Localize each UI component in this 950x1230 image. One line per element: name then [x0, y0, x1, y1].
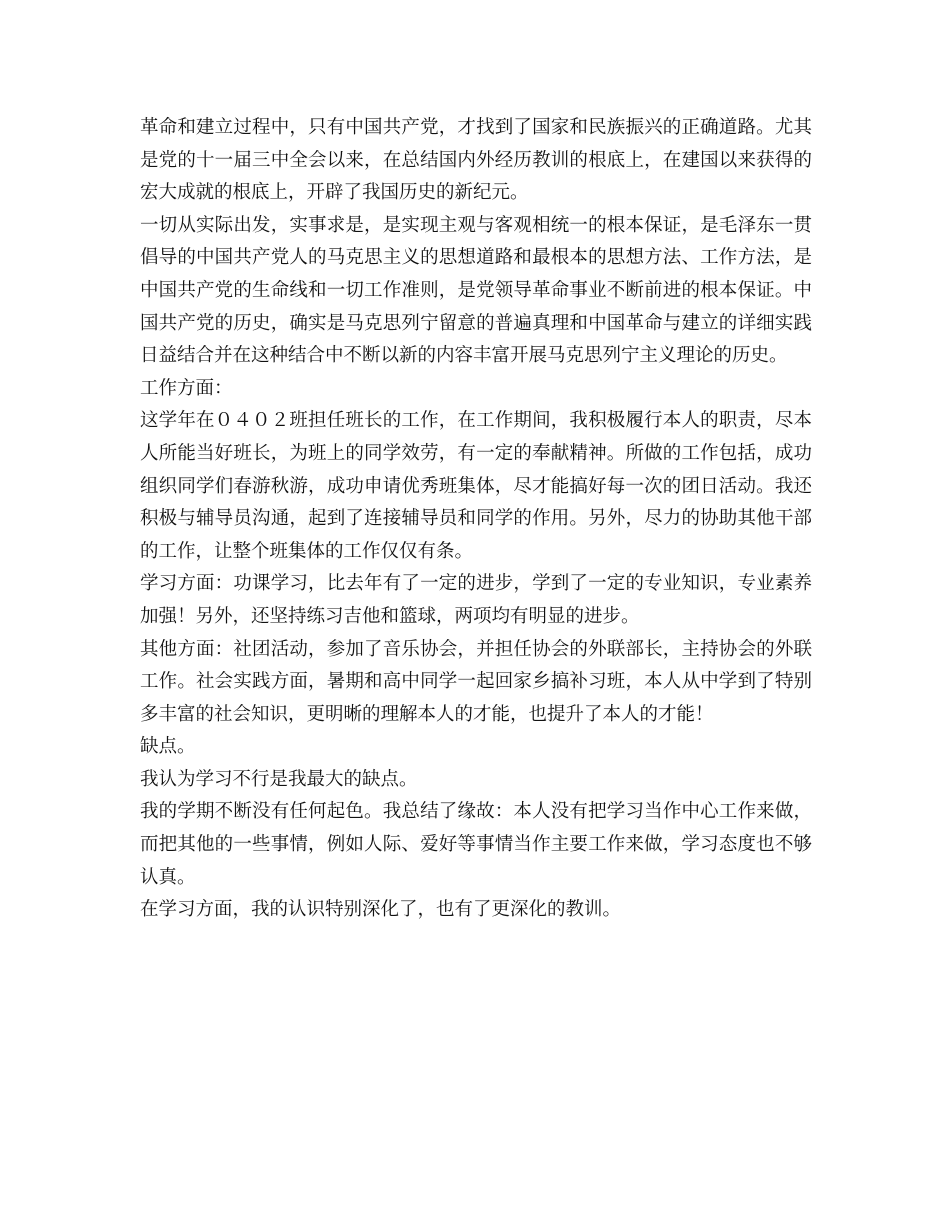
heading-shortcomings: 缺点。: [140, 736, 196, 758]
document-page: [140, 112, 812, 927]
paragraph-other: 其他方面：社团活动，参加了音乐协会，并担任协会的外联部长，主持协会的外联工作。社会实践方面，暑期和高中同学一起回家乡搞补习班，本人从中学到了特别多丰富的社会知识，更明晰的理解本人的才能，也提升了本人的才能！: [140, 638, 812, 725]
paragraph-lessons: 在学习方面，我的认识特别深化了，也有了更深化的教训。: [140, 899, 622, 921]
paragraph-reasons: 我的学期不断没有任何起色。我总结了缘故：本人没有把学习当作中心工作来做，而把其他的一些事情，例如人际、爱好等事情当作主要工作来做，学习态度也不够认真。: [140, 801, 812, 888]
paragraph-biggest-shortcoming: 我认为学习不行是我最大的缺点。: [140, 768, 418, 790]
paragraph-seek-truth: 一切从实际出发，实事求是，是实现主观与客观相统一的根本保证，是毛泽东一贯倡导的中国共产党人的马克思主义的思想道路和最根本的思想方法、工作方法，是中国共产党的生命线和一切工作准则，是党领导革命事业不断前进的根本保证。中国共产党的历史，确实是马克思列宁留意的普遍真理和中国革命与建立的详细实践日益结合并在这种结合中不断以新的内容丰富开展马克思列宁主义理论的历史。: [140, 214, 812, 367]
paragraph-revolution: 革命和建立过程中，只有中国共产党，才找到了国家和民族振兴的正确道路。尤其是党的十一届三中全会以来，在总结国内外经历教训的根底上，在建国以来获得的宏大成就的根底上，开辟了我国历史的新纪元。: [140, 117, 812, 204]
paragraph-study: 学习方面：功课学习，比去年有了一定的进步，学到了一定的专业知识，专业素养加强！另外，还坚持练习吉他和篮球，两项均有明显的进步。: [140, 573, 812, 627]
paragraph-work: 这学年在０４０２班担任班长的工作，在工作期间，我积极履行本人的职责，尽本人所能当好班长，为班上的同学效劳，有一定的奉献精神。所做的工作包括，成功组织同学们春游秋游，成功申请优秀班集体，尽才能搞好每一次的团日活动。我还积极与辅导员沟通，起到了连接辅导员和同学的作用。另外，尽力的协助其他干部的工作，让整个班集体的工作仅仅有条。: [140, 410, 812, 562]
heading-work: 工作方面：: [140, 377, 233, 399]
